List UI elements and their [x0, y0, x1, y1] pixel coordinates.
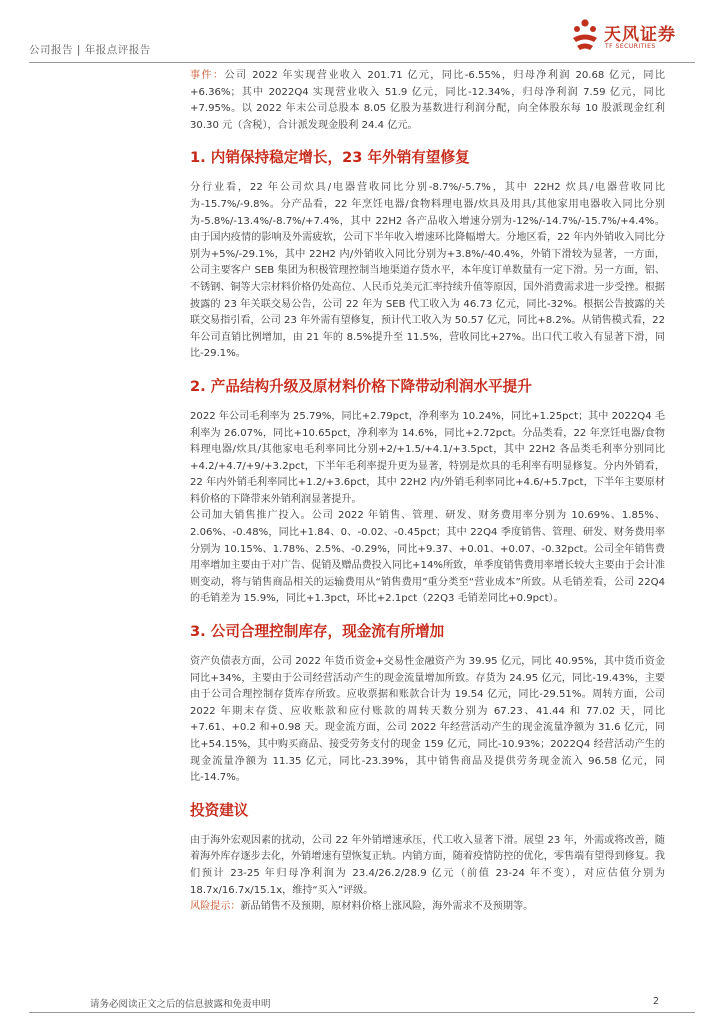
report-type-label: 公司报告 | 年报点评报告: [29, 44, 151, 56]
section-paragraph: 分行业看，22 年公司炊具/电器营收同比分别-8.7%/-5.7%，其中 22H2 炊具/电器营收同比为-15.7%/-9.8%。分产品看，22 年烹饪电器/食物料理电器/炊具及用具/其他家用电器收入同比分别为-5.8%/-13.4%/-8.7%/+7.4%，其中 22H2 各产品收入增速分别为-12%/-14.7%/-15.7%/+4.4%。由于国内疫情的影响及外需疲软，公司下半年收入增速环比降幅增大。分地区看，22 年内外销收入同比分别为+5%/-29.1%，其中 22H2 内/外销收入同比分别为+3.8%/-40.4%，外销下滑较为显著，一方面，公司主要客户 SEB 集团为积极管理控制当地渠道存货水平，本年度订单数量有一定下滑。另一方面，铝、不锈钢、铜等大宗材料价格仍处高位、人民币兑美元汇率持续升值等原因，国外消费需求进一步受挫。根据披露的 23 年关联交易公告，公司 22 年为 SEB 代工收入为 46.73 亿元，同比-32%。根据公告披露的关联交易指引看，公司 23 年外需有望修复，预计代工收入为 50.57 亿元，同比+8.2%。从销售模式看，22 年公司直销比例增加，由 21 年的 8.5%提升至 11.5%，营收同比+27%。出口代工收入有显著下滑，同比-29.1%。: [190, 182, 665, 360]
header-divider: [29, 62, 695, 63]
risk-label: 风险提示：: [190, 901, 241, 913]
event-label: 事件：: [190, 70, 225, 81]
section-paragraph: 公司加大销售推广投入。公司 2022 年销售、管理、研发、财务费用率分别为 10.69%、1.85%、2.06%、-0.48%，同比+1.84、0、-0.02、-0.45pct；其中 22Q4 季度销售、管理、研发、财务费用率分别为 10.15%、1.78%、2.5%、-0.29%，同比+9.37、+0.01、+0.07、-0.32pct。公司全年销售费用率增加主要由于对广告、促销及赠品费投入同比+14%所致，单季度销售费用率增长较大主要由于会计准则变动，将与销售商品相关的运输费用从“销售费用”重分类至“营业成本”所致。从毛销差看，公司 22Q4 的毛销差为 15.9%，同比+1.3pct，环比+2.1pct（22Q3 毛销差同比+0.9pct）。: [190, 510, 666, 605]
section-heading-investment-advice: 投资建议: [190, 801, 249, 819]
tf-securities-logo: [568, 18, 698, 56]
logo-subtext: TF SECURITIES: [605, 43, 656, 50]
event-text: 公司 2022 年实现营业收入 201.71 亿元，同比-6.55%，归母净利润 20.68 亿元，同比+6.36%；其中 2022Q4 实现营业收入 51.9 亿元，同比-12.34%，归母净利润 7.59 亿元，同比+7.95%。以 2022 年末公司总股本 8.05 亿股为基数进行利润分配，向全体股东每 10 股派现金红利 30.30 元（含税），合计派发现金股利 24.4 亿元。: [190, 70, 665, 131]
footer-disclaimer: 请务必阅读正文之后的信息披露和免责申明: [90, 999, 271, 1010]
report-body: [190, 68, 665, 916]
section-paragraph: 2022 年公司毛利率为 25.79%，同比+2.79pct，净利率为 10.24%，同比+1.25pct；其中 2022Q4 毛利率为 26.07%，同比+10.65pct，净利率为 14.6%，同比+2.72pct。分品类看，22 年烹饪电器/食物料理电器/炊具/其他家电毛利率同比分别+2/+1.5/+4.1/+3.5pct，其中 22H2 各品类毛利率分别同比+4.2/+4.7/+9/+3.2pct，下半年毛利率提升更为显著，特别是炊具的毛利率有明显修复。分内外销看，22 年内外销毛利率同比+1.2/+3.6pct，其中 22H2 内/外销毛利率同比+4.6/+5.7pct，下半年主要原材料价格的下降带来外销利润显著提升。: [190, 410, 665, 505]
risk-text: 新品销售不及预期，原材料价格上涨风险，海外需求不及预期等。: [240, 901, 534, 913]
logo-mark-icon: [568, 18, 602, 54]
section-heading-inventory-cashflow: 3. 公司合理控制库存，现金流有所增加: [190, 623, 445, 641]
event-paragraph: [190, 68, 665, 134]
section-paragraph: 由于海外宏观因素的扰动，公司 22 年外销增速承压，代工收入显著下滑。展望 23 年，外需或将改善，随着海外库存逐步去化，外销增速有望恢复正轨。内销方面，随着疫情防控的优化，零售端有望得到修复。我们预计 23-25 年归母净利润为 23.4/26.2/28.9 亿元（前值 23-24 年不变），对应估值分别为 18.7x/16.7x/15.1x，维持“买入”评级。: [190, 834, 665, 896]
footer-divider: [29, 1012, 695, 1013]
page-header: [0, 0, 724, 66]
logo-text: 天风证券: [604, 25, 676, 45]
page-number: 2: [653, 996, 660, 1007]
section-heading-product-structure: 2. 产品结构升级及原材料价格下降带动利润水平提升: [190, 377, 532, 395]
section-heading-domestic-sales: 1. 内销保持稳定增长，23 年外销有望修复: [190, 149, 470, 167]
section-paragraph: 资产负债表方面，公司 2022 年货币资金+交易性金融资产为 39.95 亿元，同比 40.95%，其中货币资金同比+34%，主要由于公司经营活动产生的现金流量增加所致。存货为 24.95 亿元，同比-19.43%，主要由于公司合理控制存货库存所致。应收票据和账款合计为 19.54 亿元，同比-29.51%。周转方面，公司 2022 年期末存货、应收账款和应付账款的周转天数分别为 67.23、41.44 和 77.02 天，同比+7.61、+0.2 和+0.98 天。现金流方面，公司 2022 年经营活动产生的现金流量净额为 31.6 亿元，同比+54.15%，其中购买商品、接受劳务支付的现金 159 亿元，同比-10.93%；2022Q4 经营活动产生的现金流量净额为 11.35 亿元，同比-23.39%，其中销售商品及提供劳务现金流入 96.58 亿元，同比-14.7%。: [190, 656, 665, 784]
risk-paragraph: [190, 899, 665, 916]
